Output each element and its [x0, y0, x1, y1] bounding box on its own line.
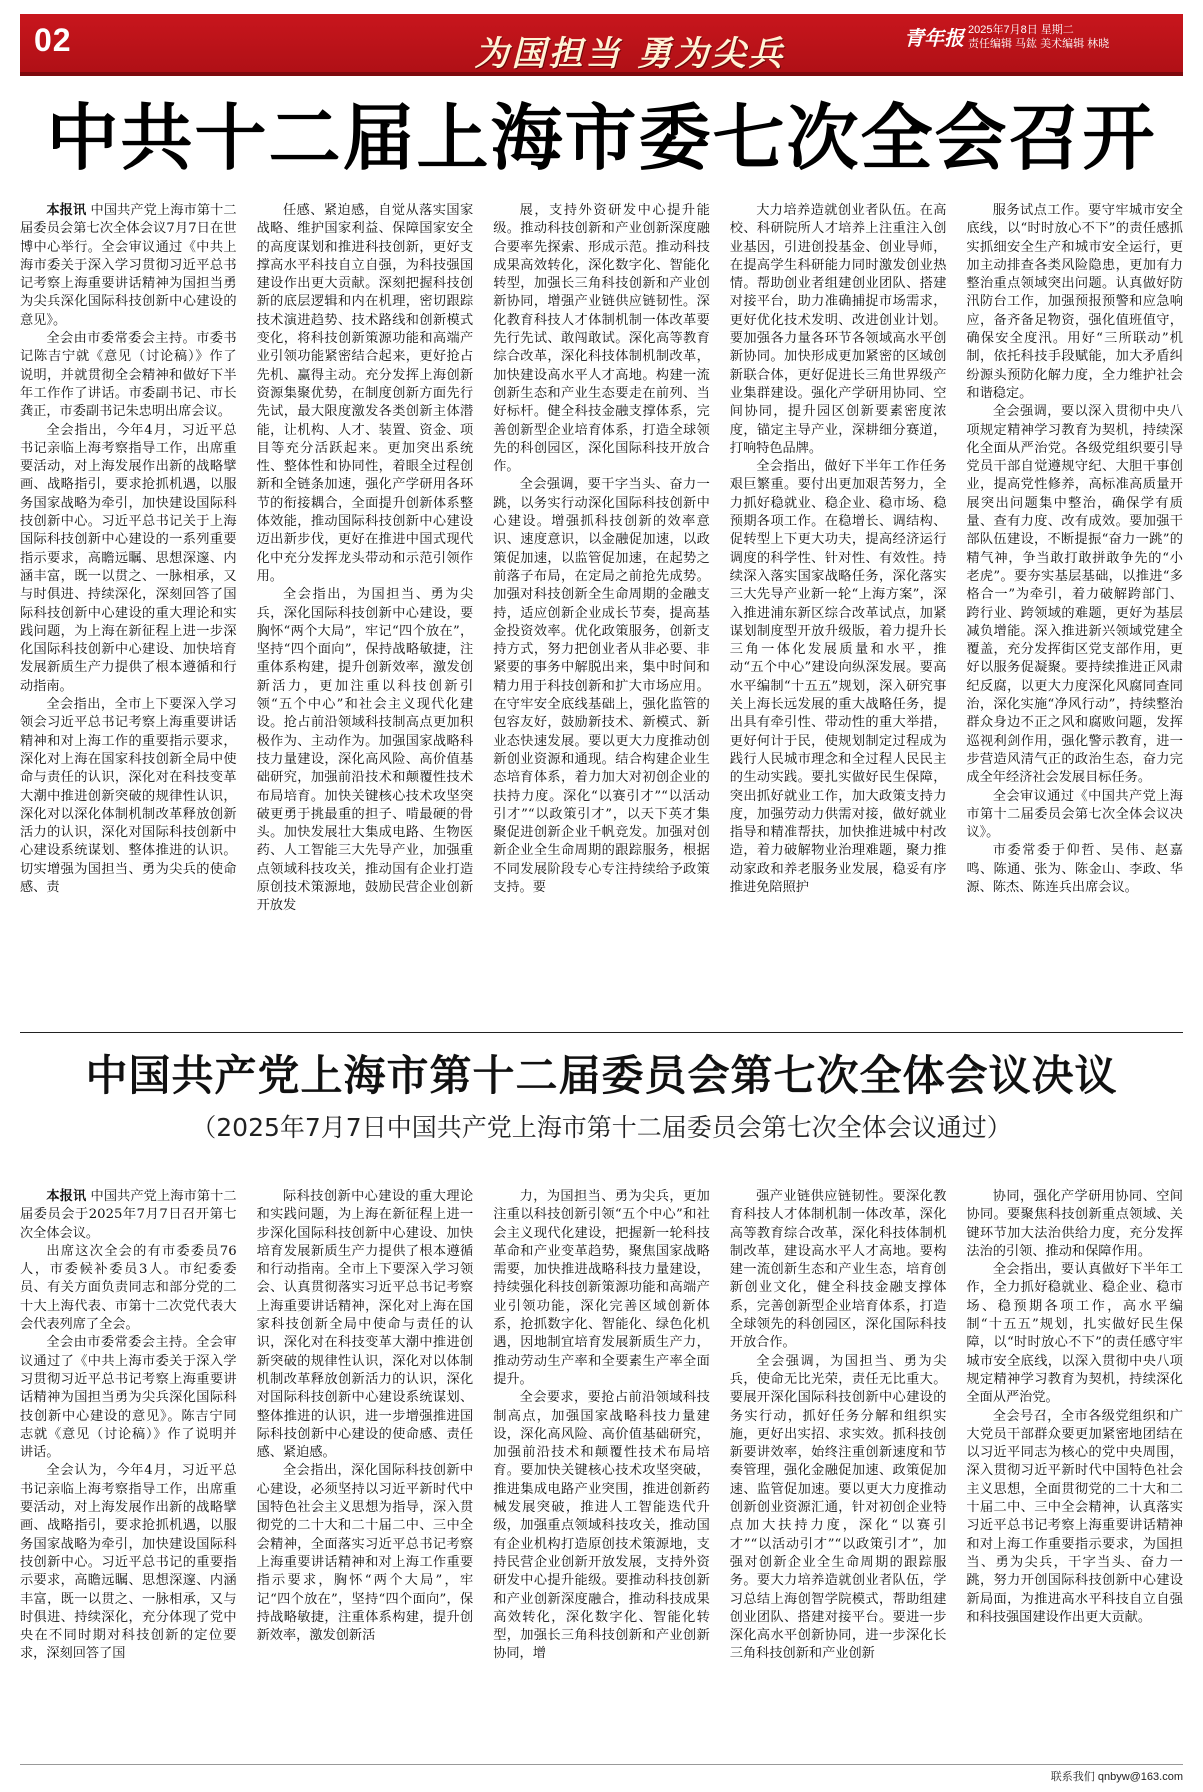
paragraph-text: 强产业链供应链韧性。要深化教育科技人才体制机制一体改革，深化高等教育综合改革，深化科技体制机制改革，建设高水平人才高地。要构建一流创新生态和产业生态，培育创新创业文化，健全科技金融支撑体系，完善创新型企业培育体系，打造全球领先的科创园区，深化国际科技开放合作。 — [729, 1189, 947, 1351]
paragraph-text: 中国共产党上海市第十二届委员会于2025年7月7日召开第七次全体会议。 — [20, 1189, 237, 1241]
article1-column — [730, 202, 947, 1022]
editor-credits: 责任编辑 马鈜 美术编辑 林晓 — [968, 38, 1110, 50]
paragraph-text: 服务试点工作。要守牢城市安全底线，以“时时放心不下”的责任感抓实抓细安全生产和城市安全运行，更加主动排查各类风险隐患，更加有力整治重点领域突出问题。认真做好防汛防台工作，加强预报预警和应急响应，备齐备足物资，强化值班值守，确保安全度汛。用好“三所联动”机制，依托科技手段赋能，加大矛盾纠纷源头预防化解力度，全力维护社会和谐稳定。 — [966, 203, 1183, 401]
paragraph-text: 全会指出，全市上下要深入学习领会习近平总书记考察上海重要讲话精神和对上海工作的重要指示要求，深化对上海在国家科技创新全局中使命与责任的认识，深化对在科技变革大潮中推进创新突破的规律性认识，深化对以深化体制机制改革释放创新活力的认识，深化对国际科技创新中心建设系统谋划、整体推进的认识。切实增强为国担当、勇为尖兵的使命感、责 — [20, 697, 237, 895]
body-paragraph — [966, 1188, 1183, 1261]
article2-column — [493, 1188, 710, 1756]
body-paragraph — [493, 202, 710, 476]
byline-lead: 本报讯 — [46, 1189, 87, 1204]
body-paragraph — [20, 1334, 237, 1462]
article2-column — [730, 1188, 947, 1756]
body-paragraph — [257, 1462, 474, 1645]
body-paragraph — [20, 1462, 237, 1663]
paragraph-text: 中国共产党上海市第十二届委员会第七次全体会议7月7日在世博中心举行。全会审议通过《中共上海市委关于深入学习贯彻习近平总书记考察上海重要讲话精神为国担当勇为尖兵深化国际科技创新中心建设的意见》。 — [20, 203, 237, 328]
issue-date: 2025年7月8日 星期二 — [968, 24, 1074, 36]
paragraph-text: 出席这次全会的有市委委员76人，市委候补委员3人。市纪委委员、有关方面负责同志和部分党的二十大上海代表、市第十二次党代表大会代表列席了全会。 — [20, 1243, 237, 1333]
article1-column — [257, 202, 474, 1022]
contact-email: 联系我们 qnbyw@163.com — [1050, 1771, 1183, 1783]
paragraph-text: 全会强调，要以深入贯彻中央八项规定精神学习教育为契机，持续深化全面从严治党。各级党组织要引导党员干部自觉遵规守纪、大胆干事创业，提高党性修养，高标准高质量开展突出问题集中整治，确保学有质量、查有力度、改有成效。要加强干部队伍建设，不断提振“奋力一跳”的精气神，争当敢打敢拼敢争先的“小老虎”。要夯实基层基础，以推进“多格合一”为牵引，着力破解跨部门、跨行业、跨领域的难题，更好为基层减负增能。深入推进新兴领域党建全覆盖，充分发挥街区党支部作用，更好以服务促凝聚。要持续推进正风肃纪反腐，以更大力度深化风腐同查同治，深化实施“净风行动”，持续整治群众身边不正之风和腐败问题，发挥巡视利剑作用，强化警示教育，进一步营造风清气正的政治生态，奋力完成全年经济社会发展目标任务。 — [966, 404, 1183, 786]
paragraph-text: 力，为国担当、勇为尖兵，更加注重以科技创新引领“五个中心”和社会主义现代化建设，把握新一轮科技革命和产业变革趋势，聚焦国家战略需要，加快推进战略科技力量建设，持续强化科技创新策源功能和高端产业引领功能，深化完善区域创新体系，抢抓数字化、智能化、绿色化机遇，因地制宜培育发展新质生产力，推动劳动生产率和全要素生产率全面提升。 — [493, 1189, 710, 1387]
body-paragraph — [966, 1408, 1183, 1628]
paragraph-text: 全会指出，今年4月，习近平总书记亲临上海考察指导工作，出席重要活动，对上海发展作出新的战略擘画、战略指引，要求抢抓机遇，以服务国家战略为牵引，加快建设国际科技创新中心。习近平总书记关于上海国际科技创新中心建设的一系列重要指示要求，高瞻远瞩、思想深邃、内涵丰富，既一以贯之、一脉相承，又与时俱进、持续深化，深刻回答了国际科技创新中心建设的重大理论和实践问题，为上海在新征程上进一步深化国际科技创新中心建设、加快培育发展新质生产力提供了根本遵循和行动指南。 — [20, 422, 237, 694]
body-paragraph — [730, 202, 947, 458]
body-paragraph — [966, 788, 1183, 843]
byline-lead: 本报讯 — [46, 203, 87, 218]
issue-meta — [968, 23, 1178, 51]
body-paragraph — [20, 422, 237, 696]
page-number: 02 — [34, 22, 72, 58]
paragraph-text: 大力培养造就创业者队伍。在高校、科研院所人才培养上注重注入创业基因，引进创投基金、创业导师，在提高学生科研能力同时激发创业热情。帮助创业者组建创业团队、搭建对接平台，助力准确捕捉市场需求，更好优化技术发明、改进创业计划。要加强各力量各环节各领域高水平创新协同。加快形成更加紧密的区域创新联合体，更好促进长三角世界级产业集群建设。强化产学研用协同、空间协同，提升园区创新要素密度浓度，锚定主导产业，深耕细分赛道，打响特色品牌。 — [729, 203, 947, 456]
resolution-headline: 中国共产党上海市第十二届委员会第七次全体会议决议 — [85, 1051, 1118, 1100]
article1-column — [966, 202, 1183, 1022]
paragraph-text: 全会认为，今年4月，习近平总书记亲临上海考察指导工作，出席重要活动，对上海发展作出新的战略擘画、战略指引，要求抢抓机遇，以服务国家战略为牵引，加快建设国际科技创新中心。习近平总书记的重要指示要求，高瞻远瞩、思想深邃、内涵丰富，既一以贯之、一脉相承，又与时俱进、持续深化，充分体现了党中央在不同时期对科技创新的定位要求，深刻回答了国 — [20, 1463, 237, 1662]
article2-column — [257, 1188, 474, 1756]
body-paragraph — [20, 330, 237, 421]
body-paragraph — [730, 458, 947, 897]
paragraph-text: 展，支持外资研发中心提升能级。推动科技创新和产业创新深度融合要率先探索、形成示范。推动科技成果高效转化，深化数字化、智能化转型，加强长三角科技创新和产业创新协同，增强产业链供应链韧性。深化教育科技人才体制机制一体改革要先行先试、敢闯敢试。深化高等教育综合改革，深化科技体制机制改革，加快建设高水平人才高地。构建一流创新生态和产业生态要走在前列、当好标杆。健全科技金融支撑体系，完善创新型企业培育体系，打造全球领先的科创园区，深化国际科技开放合作。 — [493, 203, 710, 475]
paragraph-text: 协同，强化产学研用协同、空间协同。要聚焦科技创新重点领域、关键环节加大法治供给力度，充分发挥法治的引领、推动和保障作用。 — [966, 1189, 1183, 1259]
paragraph-text: 全会审议通过《中国共产党上海市第十二届委员会第七次全体会议决议》。 — [966, 788, 1183, 841]
resolution-subheadline: （2025年7月7日中国共产党上海市第十二届委员会第七次全体会议通过） — [191, 1113, 1012, 1142]
body-paragraph — [966, 842, 1183, 897]
paragraph-text: 全会指出，深化国际科技创新中心建设，必须坚持以习近平新时代中国特色社会主义思想为指导，深入贯彻党的二十大和二十届二中、三中全会精神，全面落实习近平总书记考察上海重要讲话精神和对上海工作重要指示要求，胸怀“两个大局”，牢记“四个放在”，坚持“四个面向”，保持战略敏捷，注重体系构建，提升创新效率，激发创新活 — [256, 1463, 474, 1644]
body-paragraph — [966, 1261, 1183, 1407]
paragraph-text: 全会由市委常委会主持。市委书记陈吉宁就《意见（讨论稿）》作了说明，并就贯彻全会精神和做好下半年工作作了讲话。市委副书记、市长龚正，市委副书记朱忠明出席会议。 — [20, 331, 237, 420]
section-slogan: 为国担当 勇为尖兵 — [474, 34, 786, 74]
page-footer — [20, 1764, 1183, 1784]
body-paragraph — [730, 1188, 947, 1353]
paragraph-text: 全会要求，要抢占前沿领域科技制高点，加强国家战略科技力量建设，深化高风险、高价值基础研究，加强前沿技术和颠覆性技术布局培育。要加快关键核心技术攻坚突破，推进集成电路产业突围，推进创新药械发展突破，推进人工智能迭代升级，加强重点领域科技攻关，推动国有企业机构打造原创技术策源地，支持民营企业创新开放发展，支持外资研发中心提升能级。要推动科技创新和产业创新深度融合，推动科技成果高效转化，深化数字化、智能化转型，加强长三角科技创新和产业创新协同，增 — [493, 1390, 710, 1662]
body-paragraph — [20, 1188, 237, 1243]
newspaper-logo: 青年报 — [904, 26, 964, 50]
main-headline: 中共十二届上海市委七次全会召开 — [46, 96, 1157, 180]
body-paragraph — [257, 202, 474, 586]
body-paragraph — [493, 1188, 710, 1389]
paragraph-text: 全会指出，为国担当、勇为尖兵，深化国际科技创新中心建设，要胸怀“两个大局”，牢记“四个放在”，坚持“四个面向”，保持战略敏捷，注重体系构建，提升创新效率，激发创新活力，更加注重以科技创新引领“五个中心”和社会主义现代化建设。抢占前沿领域科技制高点更加积极作为、主动作为。加强国家战略科技力量建设，深化高风险、高价值基础研究，加强前沿技术和颠覆性技术布局培育。加快关键核心技术攻坚突破更勇于挑最重的担子、啃最硬的骨头。加快发展壮大集成电路、生物医药、人工智能三大先导产业，加强重点领域科技攻关，推动国有企业打造原创技术策源地，鼓励民营企业创新开放发 — [256, 587, 474, 914]
paragraph-text: 全会指出，要认真做好下半年工作，全力抓好稳就业、稳企业、稳市场、稳预期各项工作，高水平编制“十五五”规划，扎实做好民生保障，以“时时放心不下”的责任感守牢城市安全底线，以深入贯彻中央八项规定精神学习教育为契机，持续深化全面从严治党。 — [966, 1262, 1183, 1406]
paragraph-text: 全会指出，做好下半年工作任务艰巨繁重。要付出更加艰苦努力，全力抓好稳就业、稳企业、稳市场、稳预期各项工作。在稳增长、调结构、促转型上下更大功夫，提高经济运行调度的科学性、针对性、有效性。持续深入落实国家战略任务，深化落实三大先导产业新一轮“上海方案”，深入推进浦东新区综合改革试点，加紧谋划制度型开放升级版，着力提升长三角一体化发展质量和水平，推动“五个中心”建设向纵深发展。要高水平编制“十五五”规划，深入研究事关上海长远发展的重大战略任务，提出具有牵引性、带动性的重大举措，更好何计于民，使规划制定过程成为践行人民城市理念和全过程人民民主的生动实践。要扎实做好民生保障，突出抓好就业工作，加大政策支持力度，加强劳动力供需对接，做好就业指导和精准帮扶，加快推进城中村改造，着力破解物业治理难题，聚力推动家政和养老服务业发展，稳妥有序推进免陪照护 — [729, 459, 947, 895]
body-paragraph — [966, 403, 1183, 787]
article2-body — [20, 1188, 1183, 1756]
paragraph-text: 全会强调，要干字当头、奋力一跳，以务实行动深化国际科技创新中心建设。增强抓科技创新的效率意识、速度意识，以金融促加速，以政策促加速，以监管促加速，在起势之前落子布局，在定局之前抢先成势。加强对科技创新全生命周期的金融支持，适应创新企业成长节奏，提高基金投资效率。优化政策服务，创新支持方式，努力把创业者从非必要、非紧要的事务中解脱出来，集中时间和精力用于科技创新和扩大市场应用。在守牢安全底线基础上，强化监管的包容友好，鼓励新技术、新模式、新业态快速发展。要以更大力度推动创新创业资源和通现。结合构建企业生态培育体系，着力加大对初创企业的扶持力度。深化“以赛引才”“以活动引才”“以政策引才”，以天下英才集聚促进创新企业千帆竞发。加强对创新企业全生命周期的跟踪服务，根据不同发展阶段专心专注持续给予政策支持。要 — [493, 477, 710, 895]
article2-column — [20, 1188, 237, 1756]
masthead-banner — [20, 14, 1183, 76]
article1-column — [20, 202, 237, 1022]
body-paragraph — [493, 1389, 710, 1663]
paragraph-text: 全会号召，全市各级党组织和广大党员干部群众要更加紧密地团结在以习近平同志为核心的党中央周围，深入贯彻习近平新时代中国特色社会主义思想，全面贯彻党的二十大和二十届二中、三中全会精神，认真落实习近平总书记考察上海重要讲话精神和对上海工作重要指示要求，为国担当、勇为尖兵，干字当头、奋力一跳，努力开创国际科技创新中心建设新局面，为推进高水平科技自立自强和科技强国建设作出更大贡献。 — [966, 1408, 1183, 1625]
body-paragraph — [257, 586, 474, 915]
article2-column — [966, 1188, 1183, 1756]
section-divider — [20, 1032, 1183, 1033]
body-paragraph — [20, 202, 237, 330]
body-paragraph — [730, 1353, 947, 1664]
body-paragraph — [966, 202, 1183, 403]
paragraph-text: 全会强调，为国担当、勇为尖兵，使命无比光荣，责任无比重大。要展开深化国际科技创新中心建设的务实行动，抓好任务分解和组织实施，更好出实招、求实效。抓科技创新要讲效率，始终注重创新速度和节奏管理，强化金融促加速、政策促加速、监管促加速。要以更大力度推动创新创业资源汇通，针对初创企业特点加大扶持力度，深化“以赛引才”“以活动引才”“以政策引才”，加强对创新企业全生命周期的跟踪服务。要大力培养造就创业者队伍，学习总结上海创智学院模式，帮助组建创业团队、搭建对接平台。要进一步深化高水平创新协同，进一步深化长三角科技创新和产业创新 — [729, 1353, 947, 1662]
article1-body — [20, 202, 1183, 1022]
paragraph-text: 际科技创新中心建设的重大理论和实践问题，为上海在新征程上进一步深化国际科技创新中心建设、加快培育发展新质生产力提供了根本遵循和行动指南。全市上下要深入学习领会、认真贯彻落实习近平总书记考察上海重要讲话精神，深化对上海在国家科技创新全局中使命与责任的认识，深化对在科技变革大潮中推进创新突破的规律性认识，深化对以体制机制改革释放创新活力的认识，深化对国际科技创新中心建设系统谋划、整体推进的认识，进一步增强推进国际科技创新中心建设的使命感、责任感、紧迫感。 — [256, 1189, 474, 1461]
paragraph-text: 全会由市委常委会主持。全会审议通过了《中共上海市委关于深入学习贯彻习近平总书记考察上海重要讲话精神为国担当勇为尖兵深化国际科技创新中心建设的意见》。陈吉宁同志就《意见（讨论稿）》作了说明并讲话。 — [20, 1335, 237, 1461]
body-paragraph — [20, 1243, 237, 1334]
paragraph-text: 任感、紧迫感，自觉从落实国家战略、维护国家利益、保障国家安全的高度谋划和推进科技创新，更好支撑高水平科技自立自强，为科技强国建设作出更大贡献。深刻把握科技创新的底层逻辑和内在机理，密切跟踪技术演进趋势、技术路线和创新模式变化，将科技创新策源功能和高端产业引领功能紧密结合起来，更好抢占先机、赢得主动。充分发挥上海创新资源集聚优势，在制度创新方面先行先试，最大限度激发各类创新主体潜能，让机构、人才、装置、资金、项目等充分活跃起来。更加突出系统性、整体性和协同性，着眼全过程创新和全链条加速，强化产学研用各环节的衔接耦合，全面提升创新体系整体效能，推动国际科技创新中心建设迈出新步伐，更好在推进中国式现代化中充分发挥龙头带动和示范引领作用。 — [256, 203, 474, 584]
paragraph-text: 市委常委于仰哲、吴伟、赵嘉鸣、陈通、张为、陈金山、李政、华源、陈杰、陈连兵出席会议。 — [966, 843, 1183, 895]
article1-column — [493, 202, 710, 1022]
body-paragraph — [493, 476, 710, 897]
body-paragraph — [20, 696, 237, 897]
body-paragraph — [257, 1188, 474, 1462]
